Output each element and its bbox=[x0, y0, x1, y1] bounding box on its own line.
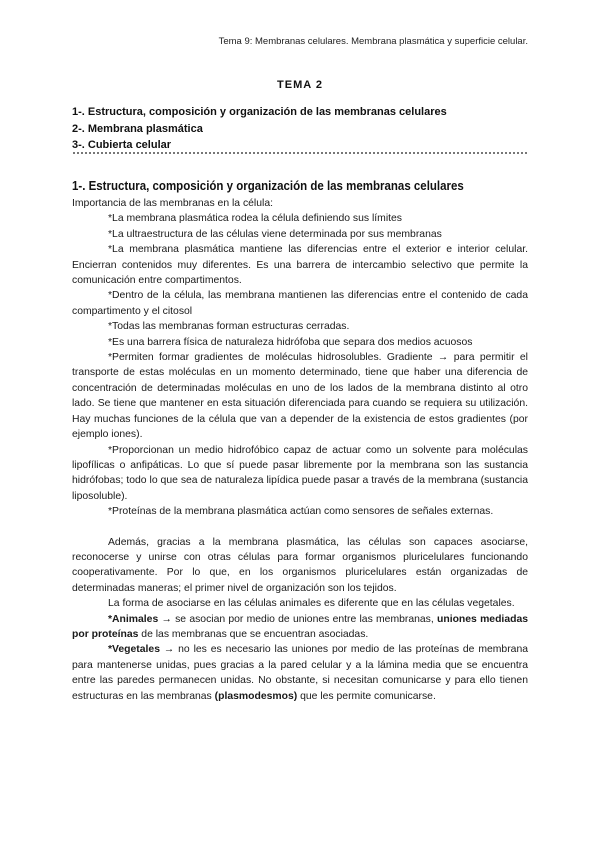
point-8: *Proporcionan un medio hidrofóbico capaz de actuar como un solvente para moléculas lipofílicas o anfipáticas. Lo que sí puede pasar libremente por la membrana son las sustancia hidrófobas; todo lo que sea de naturaleza lipídica puede pasar a través de la membrana (sustancia liposoluble). bbox=[72, 444, 528, 502]
page-header: Tema 9: Membranas celulares. Membrana plasmática y superficie celular. bbox=[218, 36, 528, 47]
page-title: TEMA 2 bbox=[277, 79, 323, 91]
point-3: *La membrana plasmática mantiene las diferencias entre el exterior e interior celular. Encierran contenidos muy diferentes. Es una barrera de intercambio selectivo que permite la comunicación entre compartimentos. bbox=[72, 244, 528, 287]
dotted-divider bbox=[72, 151, 528, 155]
toc-item-1: 1-. Estructura, composición y organización de las membranas celulares bbox=[72, 106, 447, 118]
paragraph-1: Además, gracias a la membrana plasmática, las células son capaces asociarse, reconocerse y unirse con otras células para formar organismos pluricelulares funcionando cooperativamente. Por lo que, en los organismos pluricelulares están organizadas de determinadas maneras; el primer nivel de organización son los tejidos. bbox=[72, 536, 528, 594]
vegetales-bold: (plasmodesmos) bbox=[214, 690, 298, 702]
paragraph-animales bbox=[72, 612, 528, 643]
section-heading: 1-. Estructura, composición y organización de las membranas celulares bbox=[72, 179, 464, 193]
vegetales-text-1: → no les es necesario las uniones por medio de las proteínas de membrana para mantenerse unidas, pues gracias a la pared celular y a la lámina media que se encuentra entre las paredes permanecen unidas. No obstante, si necesitan comunicarse y para ello tienen estructuras en las membranas bbox=[72, 644, 528, 702]
toc-item-2: 2-. Membrana plasmática bbox=[72, 122, 203, 135]
paragraph-vegetales bbox=[72, 642, 528, 704]
animales-text-2: de las membranas que se encuentran asociadas. bbox=[138, 628, 369, 640]
paragraph-gap bbox=[72, 520, 528, 535]
point-6: *Es una barrera física de naturaleza hidrófoba que separa dos medios acuosos bbox=[108, 336, 473, 348]
point-7: *Permiten formar gradientes de moléculas hidrosolubles. Gradiente → para permitir el transporte de estas moléculas en un momento determinado, tiene que haber una diferencia de concentración de determinadas moléculas en uno de los lados de la membrana distinto al otro lado. Se tiene que mantener en esta situación diferenciada para cuando se requiera su utilización. Hay muchas funciones de la célula que van a depender de la existencia de estos gradientes (por ejemplo iones). bbox=[72, 352, 528, 441]
paragraph-2: La forma de asociarse en las células animales es diferente que en las células vegetales. bbox=[108, 598, 515, 610]
point-5: *Todas las membranas forman estructuras cerradas. bbox=[108, 321, 350, 333]
point-2: *La ultraestructura de las células viene determinada por sus membranas bbox=[108, 228, 442, 240]
animales-bold: uniones mediadas por proteínas bbox=[72, 613, 529, 640]
animales-text-1: → se asocian por medio de uniones entre las membranas, bbox=[158, 613, 437, 625]
vegetales-label: *Vegetales bbox=[108, 644, 160, 656]
animales-label: *Animales bbox=[108, 613, 159, 625]
toc-item-3: 3-. Cubierta celular bbox=[72, 139, 172, 151]
point-9: *Proteínas de la membrana plasmática actúan como sensores de señales externas. bbox=[108, 506, 494, 518]
point-1: *La membrana plasmática rodea la célula definiendo sus límites bbox=[108, 213, 402, 225]
body-text bbox=[72, 196, 528, 704]
table-of-contents bbox=[72, 104, 447, 154]
intro-line: Importancia de las membranas en la célula: bbox=[72, 198, 273, 209]
vegetales-text-2: que les permite comunicarse. bbox=[297, 690, 436, 702]
point-4: *Dentro de la célula, las membrana mantienen las diferencias entre el contenido de cada compartimento y el citosol bbox=[72, 290, 528, 317]
